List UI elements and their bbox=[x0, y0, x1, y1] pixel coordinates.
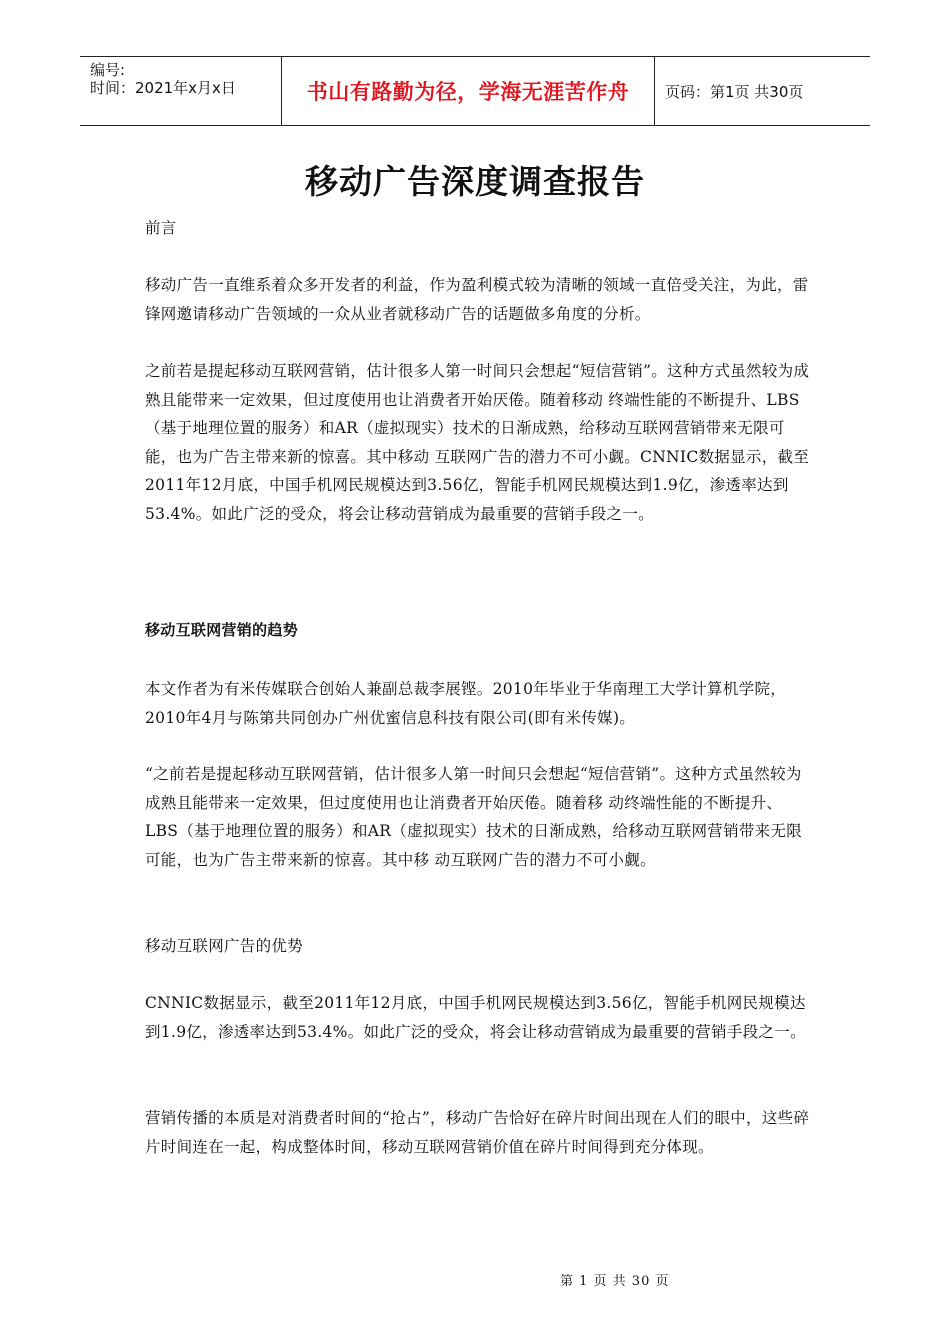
preface-label: 前言 bbox=[145, 219, 177, 237]
date-label: 时间：2021年x月x日 bbox=[90, 79, 236, 97]
header-motto-cell bbox=[282, 57, 655, 125]
author-paragraph: 本文作者为有米传媒联合创始人兼副总裁李展铿。2010年毕业于华南理工大学计算机学院，2010年4月与陈第共同创办广州优蜜信息科技有限公司(即有米传媒)。 bbox=[145, 680, 787, 727]
stats-paragraph: CNNIC数据显示，截至2011年12月底，中国手机网民规模达到3.56亿，智能手机网民规模达到1.9亿，渗透率达到53.4%。如此广泛的受众，将会让移动营销成为最重要的营销手段之一。 bbox=[145, 994, 806, 1041]
background-paragraph: 之前若是提起移动互联网营销，估计很多人第一时间只会想起“短信营销”。这种方式虽然较为成熟且能带来一定效果，但过度使用也让消费者开始厌倦。随着移动 终端性能的不断提升、LBS（基于地理位置的服务）和AR（虚拟现实）技术的日渐成熟，给移动互联网营销带来无限可能，也为广告主带来新的惊喜。其中移动 互联网广告的潜力不可小觑。CNNIC数据显示，截至2011年12月底，中国手机网民规模达到3.56亿，智能手机网民规模达到1.9亿，渗透率达到 53.4%。如此广泛的受众，将会让移动营销成为最重要的营销手段之一。 bbox=[145, 362, 810, 523]
header-page-cell bbox=[655, 57, 870, 125]
quote-paragraph: “之前若是提起移动互联网营销，估计很多人第一时间只会想起“短信营销”。这种方式虽然较为成熟且能带来一定效果，但过度使用也让消费者开始厌倦。随着移 动终端性能的不断提升、LBS（基于地理位置的服务）和AR（虚拟现实）技术的日渐成熟，给移动互联网营销带来无限可能，也为广告主带来新的惊喜。其中移 动互联网广告的潜力不可小觑。 bbox=[145, 765, 803, 869]
header-table bbox=[80, 56, 870, 126]
document-title: 移动广告深度调查报告 bbox=[305, 162, 645, 201]
header-meta-cell bbox=[80, 57, 282, 125]
page-label: 页码：第1页 共30页 bbox=[665, 82, 804, 101]
page-footer: 第 1 页 共 30 页 bbox=[560, 1274, 670, 1289]
section-heading-advantage: 移动互联网广告的优势 bbox=[145, 937, 304, 955]
motto-text: 书山有路勤为径，学海无涯苦作舟 bbox=[306, 80, 630, 104]
section-heading-trend: 移动互联网营销的趋势 bbox=[145, 621, 299, 639]
essence-paragraph: 营销传播的本质是对消费者时间的“抢占”，移动广告恰好在碎片时间出现在人们的眼中，这些碎片时间连在一起，构成整体时间，移动互联网营销价值在碎片时间得到充分体现。 bbox=[145, 1109, 810, 1156]
intro-paragraph: 移动广告一直维系着众多开发者的利益，作为盈利模式较为清晰的领域一直倍受关注，为此，雷锋网邀请移动广告领域的一众从业者就移动广告的话题做多角度的分析。 bbox=[145, 276, 809, 323]
serial-label: 编号: bbox=[90, 61, 126, 79]
